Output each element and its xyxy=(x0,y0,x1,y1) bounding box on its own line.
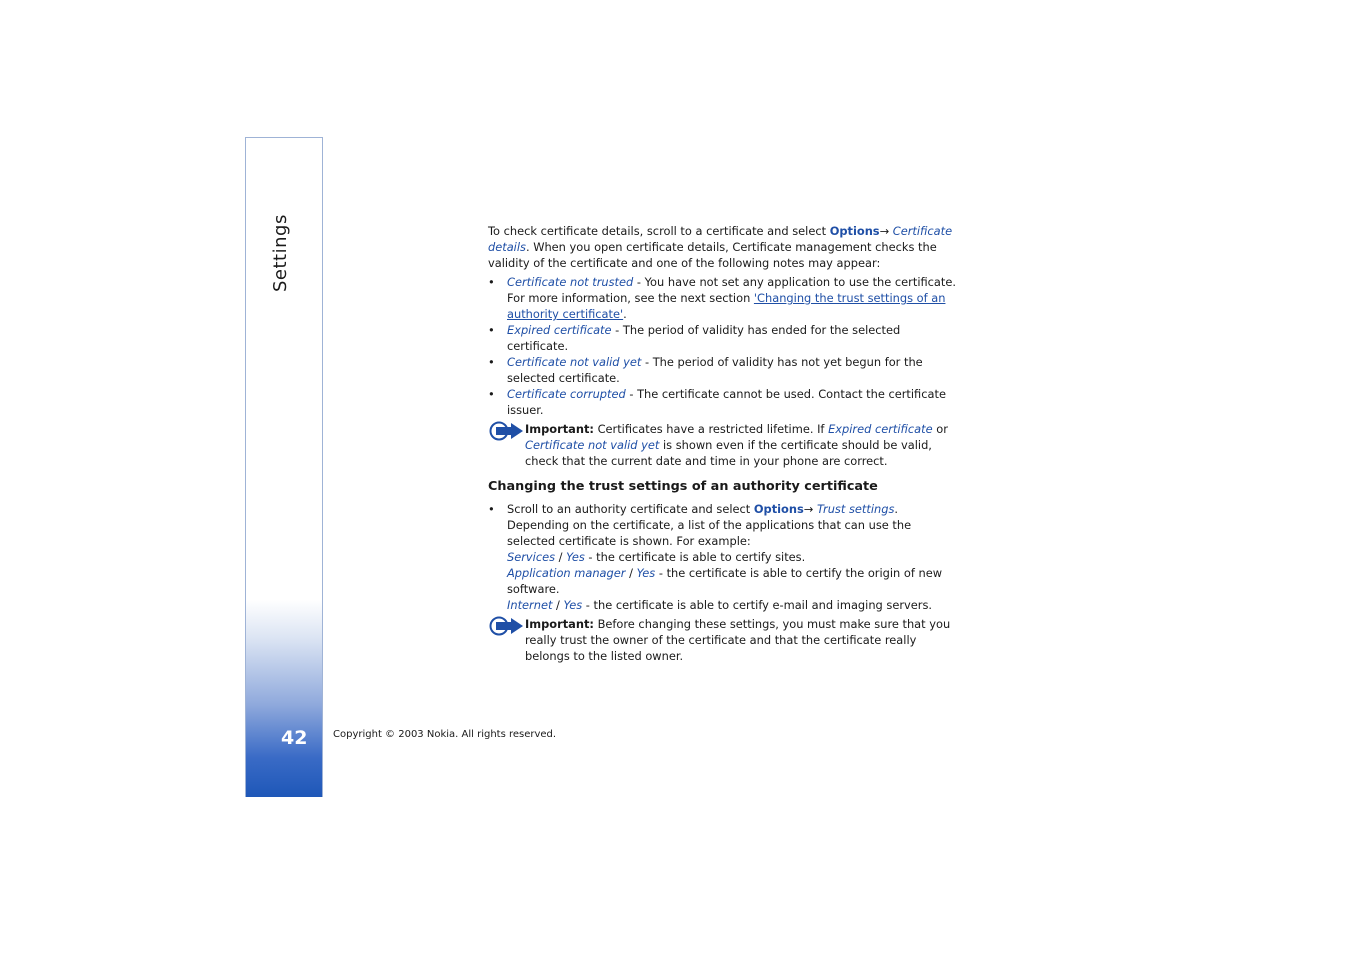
example-value: Yes xyxy=(566,550,585,564)
bullet-icon: • xyxy=(488,323,495,337)
bullet-icon: • xyxy=(488,387,495,401)
section-link[interactable]: 'Changing the trust settings of an authority certificate' xyxy=(507,291,946,321)
example-value: Yes xyxy=(636,566,656,580)
note-desc: - The period of validity has not yet begun for the selected certificate. xyxy=(507,355,923,385)
example-value: Yes xyxy=(563,598,583,612)
note-term: Expired certificate xyxy=(507,323,612,337)
list-item xyxy=(488,354,962,386)
main-content xyxy=(488,223,962,664)
bullet-icon: • xyxy=(488,355,495,369)
bullet-icon: • xyxy=(488,502,495,516)
note-desc-tail: . xyxy=(623,307,627,321)
options-menu-ref: Options xyxy=(753,502,804,516)
list-item xyxy=(488,322,962,354)
note-term: Expired certificate xyxy=(828,422,933,436)
important-note-icon xyxy=(489,421,525,441)
important-label: Important: xyxy=(525,617,594,631)
example-sep: / xyxy=(552,598,564,612)
note-term: Certificate not trusted xyxy=(507,275,634,289)
note-text: Certificates have a restricted lifetime. If xyxy=(593,422,829,436)
intro-text: To check certificate details, scroll to a certificate and select xyxy=(488,224,830,238)
important-label: Important: xyxy=(525,422,594,436)
step-text: Scroll to an authority certificate and select xyxy=(507,502,754,516)
note-desc: - You have not set any application to use the certificate. For more information, see the next section xyxy=(507,275,957,305)
example-app: Internet xyxy=(507,598,553,612)
example-desc: - the certificate is able to certify sites. xyxy=(584,550,806,564)
note-text: is shown even if the certificate should be valid, check that the current date and time in your phone are correct. xyxy=(525,438,932,468)
note-text: Before changing these settings, you must make sure that you really trust the owner of the certificate and that the certificate really belongs to the listed owner. xyxy=(525,617,951,663)
trust-settings-ref: Trust settings xyxy=(816,502,895,516)
example-line xyxy=(488,565,962,597)
note-desc: - The period of validity has ended for the selected certificate. xyxy=(507,323,901,353)
list-item xyxy=(488,274,962,322)
certificate-notes-list xyxy=(488,274,962,418)
arrow: → xyxy=(803,502,814,516)
note-desc: - The certificate cannot be used. Contact the certificate issuer. xyxy=(507,387,946,417)
note-term: Certificate corrupted xyxy=(507,387,626,401)
step-text-2: . Depending on the certificate, a list of the applications that can use the selected certificate is shown. For example: xyxy=(507,502,912,548)
example-app: Application manager xyxy=(507,566,626,580)
important-note xyxy=(488,616,962,664)
intro-paragraph xyxy=(488,223,962,271)
example-sep: / xyxy=(625,566,637,580)
arrow: → xyxy=(879,224,890,238)
note-term: Certificate not valid yet xyxy=(525,438,660,452)
example-app: Services xyxy=(507,550,556,564)
page-number: 42 xyxy=(281,727,308,749)
important-note xyxy=(488,421,962,469)
copyright-notice: Copyright © 2003 Nokia. All rights reserved. xyxy=(333,729,557,740)
section-title: Settings xyxy=(270,214,291,292)
bullet-icon: • xyxy=(488,275,495,289)
options-menu-ref: Options xyxy=(829,224,880,238)
trust-settings-list xyxy=(488,501,962,549)
note-term: Certificate not valid yet xyxy=(507,355,642,369)
note-text: or xyxy=(932,422,948,436)
list-item xyxy=(488,501,962,549)
example-line xyxy=(488,597,962,613)
certificate-details-ref: Certificate details xyxy=(488,224,953,254)
list-item xyxy=(488,386,962,418)
example-sep: / xyxy=(555,550,567,564)
example-desc: - the certificate is able to certify the origin of new software. xyxy=(507,566,943,596)
example-desc: - the certificate is able to certify e-mail and imaging servers. xyxy=(582,598,932,612)
example-line xyxy=(488,549,962,565)
important-note-icon xyxy=(489,616,525,636)
intro-text-2: . When you open certificate details, Certificate management checks the validity of the certificate and one of the following notes may appear: xyxy=(488,240,937,270)
section-heading: Changing the trust settings of an authority certificate xyxy=(488,479,878,494)
